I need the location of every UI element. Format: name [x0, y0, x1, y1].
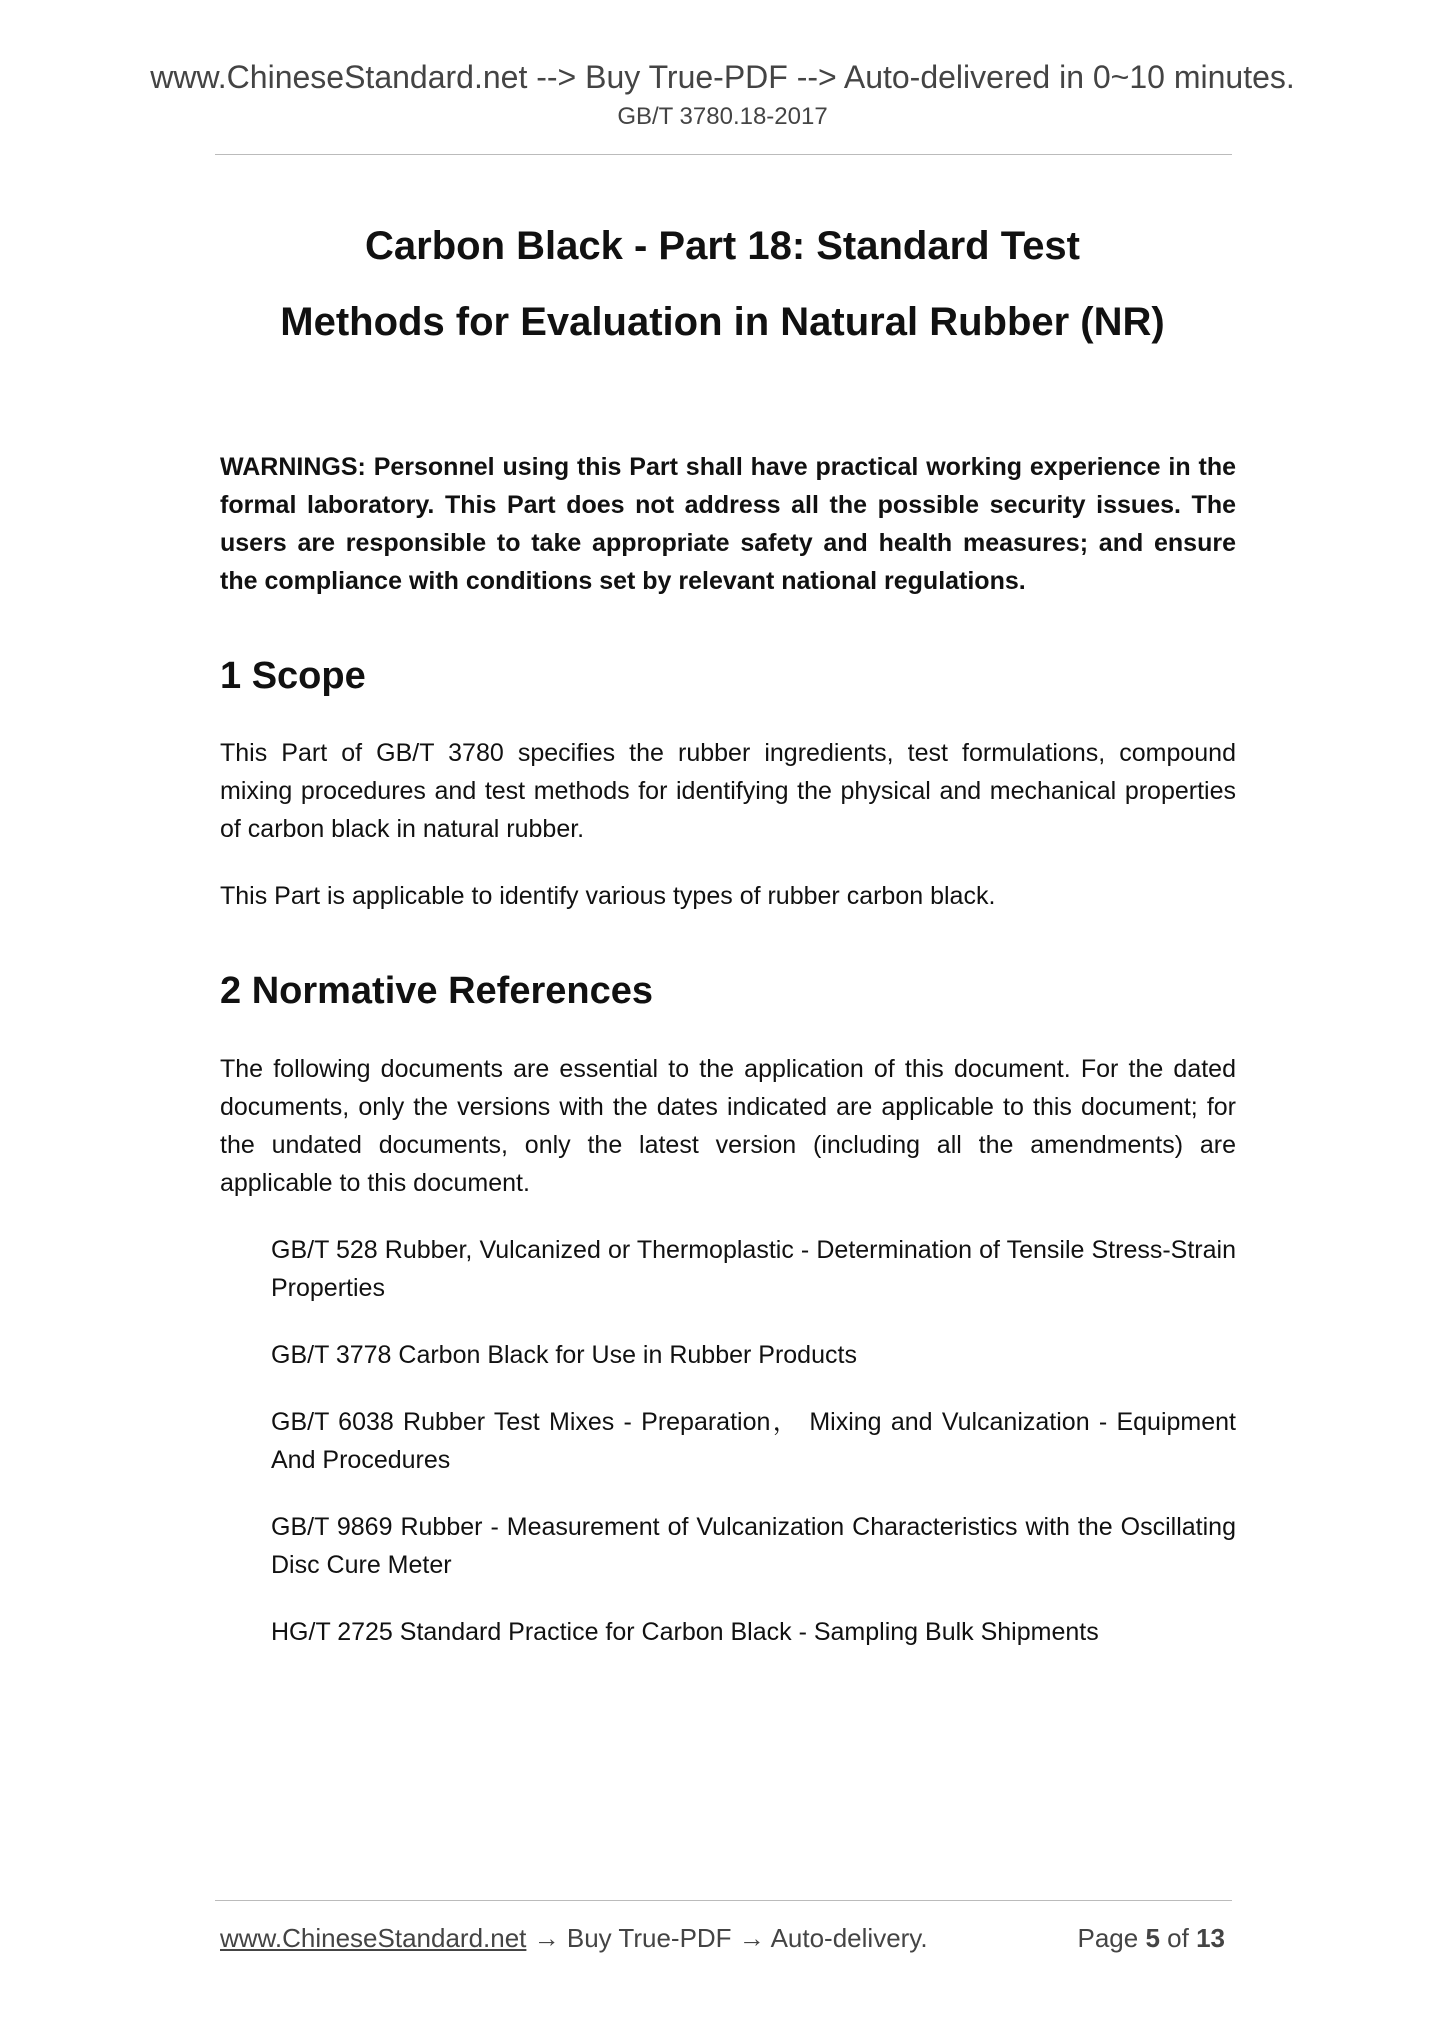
footer-divider: [215, 1900, 1232, 1901]
section-heading-normative-references: 2 Normative References: [220, 970, 653, 1012]
header-banner: www.ChineseStandard.net --> Buy True-PDF --> Auto-delivered in 0~10 minutes.: [150, 59, 1295, 95]
page-header: [0, 58, 1445, 132]
header-divider: [215, 154, 1232, 155]
page-current: 5: [1145, 1923, 1160, 1953]
reference-item: GB/T 3778 Carbon Black for Use in Rubber Products: [271, 1341, 857, 1369]
normative-intro-paragraph: The following documents are essential to the application of this document. For the dated documents, only the versions with the dates indicated are applicable to this document; for the undated documents, only the latest version (including all the amendments) are applicable to this document.: [220, 1055, 1236, 1197]
footer-tagline: → Buy True-PDF → Auto-delivery.: [526, 1923, 928, 1953]
section-heading-scope: 1 Scope: [220, 655, 366, 697]
page-footer: [220, 1920, 1225, 1956]
scope-paragraph-1: This Part of GB/T 3780 specifies the rubber ingredients, test formulations, compound mixing procedures and test methods for identifying the physical and mechanical properties of carbon black in natural rubber.: [220, 739, 1236, 843]
footer-left: [220, 1920, 928, 1956]
reference-item: HG/T 2725 Standard Practice for Carbon Black - Sampling Bulk Shipments: [271, 1618, 1099, 1646]
scope-paragraph-2: This Part is applicable to identify various types of rubber carbon black.: [220, 882, 996, 910]
header-standard-number: GB/T 3780.18-2017: [617, 103, 828, 130]
document-title: [0, 208, 1445, 360]
page-label: Page: [1077, 1923, 1139, 1953]
reference-item: GB/T 528 Rubber, Vulcanized or Thermoplastic - Determination of Tensile Stress-Strain Properties: [271, 1236, 1236, 1302]
warning-paragraph: WARNINGS: Personnel using this Part shall have practical working experience in the formal laboratory. This Part does not address all the possible security issues. The users are responsible to take appropriate safety and health measures; and ensure the compliance with conditions set by relevant national regulations.: [220, 453, 1236, 595]
title-line-1: Carbon Black - Part 18: Standard Test: [365, 224, 1080, 268]
page-total: 13: [1196, 1923, 1225, 1953]
footer-site-link[interactable]: www.ChineseStandard.net: [220, 1923, 527, 1953]
main-content: [220, 448, 1236, 1680]
reference-item: GB/T 9869 Rubber - Measurement of Vulcanization Characteristics with the Oscillating Disc Cure Meter: [271, 1513, 1236, 1579]
page-indicator: [1077, 1920, 1225, 1956]
reference-item: GB/T 6038 Rubber Test Mixes - Preparation， Mixing and Vulcanization - Equipment And Procedures: [271, 1408, 1236, 1474]
reference-list: [220, 1231, 1236, 1651]
title-line-2: Methods for Evaluation in Natural Rubber (NR): [280, 300, 1165, 344]
page-of-label: of: [1167, 1923, 1189, 1953]
